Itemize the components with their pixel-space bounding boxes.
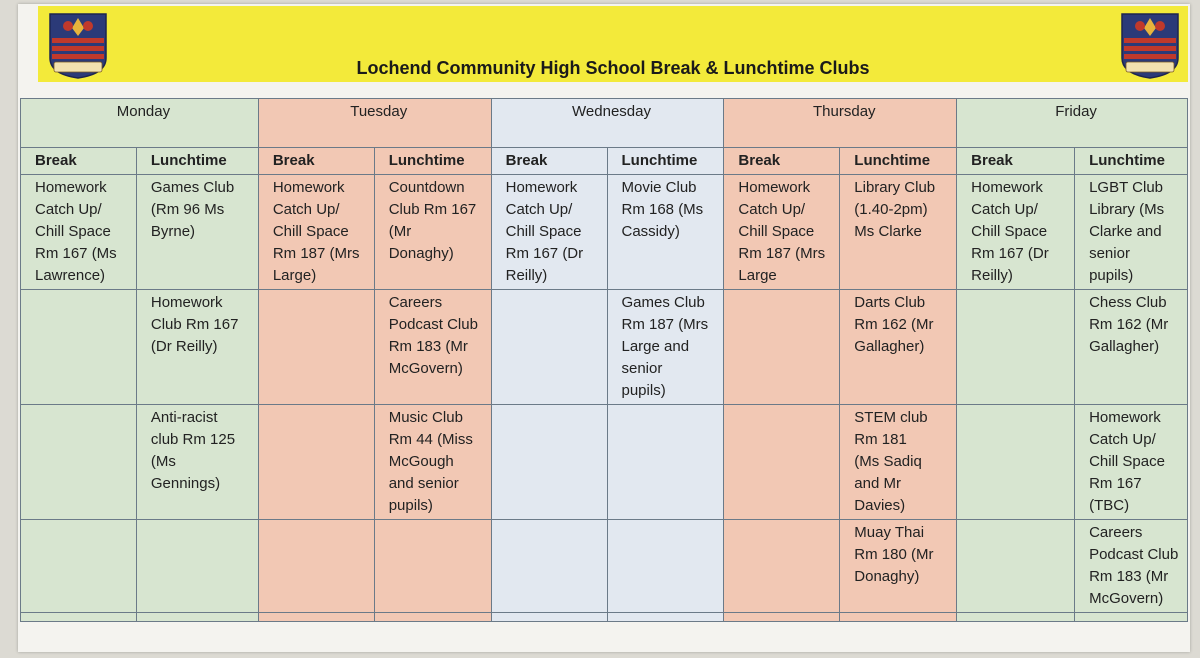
club-entry: Careers Podcast Club Rm 183 (Mr McGovern) [1089,524,1179,607]
club-entry: Homework Catch Up/ Chill Space Rm 187 (Mrs Large [738,179,826,284]
club-entry: Homework Catch Up/ Chill Space Rm 167 (TBC) [1089,409,1165,514]
empty-cell [258,613,374,622]
thursday-break-cell [724,520,840,613]
timetable-sheet [18,4,1190,652]
club-entry: Homework Catch Up/ Chill Space Rm 167 (Ms Lawrence) [35,179,117,284]
club-entry: Careers Podcast Club Rm 183 (Mr McGovern) [388,294,478,377]
tuesday-break-cell [258,175,374,290]
empty-cell [491,613,607,622]
day-header-wednesday: Wednesday [491,99,724,148]
break-header: Break [491,148,607,175]
table-row [21,405,1188,520]
lunchtime-header: Lunchtime [374,148,491,175]
tuesday-break-cell [258,405,374,520]
tuesday-break-cell [258,290,374,405]
table-row [21,613,1188,622]
thursday-lunch-cell [840,175,957,290]
club-entry: Muay Thai Rm 180 (Mr Donaghy) [854,524,934,585]
clubs-timetable [20,98,1188,622]
monday-lunch-cell [136,290,258,405]
school-crest-left [48,12,108,80]
club-entry: Library Club (1.40-2pm) Ms Clarke [854,179,936,240]
empty-cell [607,613,724,622]
lunchtime-header: Lunchtime [607,148,724,175]
tuesday-lunch-cell [374,175,491,290]
day-header-monday: Monday [21,99,259,148]
thursday-lunch-cell [840,290,957,405]
thursday-break-cell [724,405,840,520]
club-entry: Homework Catch Up/ Chill Space Rm 167 (Dr Reilly) [505,179,584,284]
club-entry: Movie Club Rm 168 (Ms Cassidy) [621,179,704,240]
break-header: Break [957,148,1075,175]
friday-lunch-cell [1075,290,1188,405]
day-header-row [21,99,1188,148]
club-entry: Music Club Rm 44 (Miss McGough and senior pupils) [388,409,473,514]
wednesday-break-cell [491,405,607,520]
school-crest-right [1120,12,1180,80]
sub-header-row [21,148,1188,175]
lunchtime-header: Lunchtime [840,148,957,175]
empty-cell [840,613,957,622]
break-header: Break [724,148,840,175]
club-entry: Homework Club Rm 167 (Dr Reilly) [150,294,239,355]
wednesday-break-cell [491,290,607,405]
wednesday-lunch-cell [607,520,724,613]
club-entry: Anti-racist club Rm 125 (Ms Gennings) [150,409,236,492]
tuesday-lunch-cell [374,405,491,520]
header-banner [38,6,1188,82]
wednesday-lunch-cell [607,175,724,290]
monday-break-cell [21,290,137,405]
tuesday-break-cell [258,520,374,613]
day-header-thursday: Thursday [724,99,957,148]
empty-cell [21,613,137,622]
club-entry: Homework Catch Up/ Chill Space Rm 167 (Dr Reilly) [971,179,1049,284]
wednesday-break-cell [491,520,607,613]
empty-cell [1075,613,1188,622]
break-header: Break [21,148,137,175]
empty-cell [136,613,258,622]
break-header: Break [258,148,374,175]
club-entry: Countdown Club Rm 167 (Mr Donaghy) [388,179,477,262]
club-entry: Homework Catch Up/ Chill Space Rm 187 (Mrs Large) [272,179,360,284]
tuesday-lunch-cell [374,520,491,613]
club-entry: Games Club Rm 187 (Mrs Large and senior pupils) [621,294,709,399]
wednesday-lunch-cell [607,405,724,520]
monday-break-cell [21,520,137,613]
friday-lunch-cell [1075,405,1188,520]
tuesday-lunch-cell [374,290,491,405]
crest-shield-icon [48,12,108,80]
wednesday-break-cell [491,175,607,290]
day-header-tuesday: Tuesday [258,99,491,148]
table-row [21,175,1188,290]
empty-cell [724,613,840,622]
wednesday-lunch-cell [607,290,724,405]
friday-lunch-cell [1075,175,1188,290]
empty-cell [957,613,1075,622]
club-entry: STEM club Rm 181 (Ms Sadiq and Mr Davies) [854,409,928,514]
lunchtime-header: Lunchtime [136,148,258,175]
monday-lunch-cell [136,520,258,613]
monday-break-cell [21,175,137,290]
monday-lunch-cell [136,405,258,520]
day-header-friday: Friday [957,99,1188,148]
club-entry: Games Club (Rm 96 Ms Byrne) [150,179,235,240]
table-row [21,290,1188,405]
thursday-lunch-cell [840,520,957,613]
monday-break-cell [21,405,137,520]
thursday-lunch-cell [840,405,957,520]
page-title: Lochend Community High School Break & Lunchtime Clubs [356,58,870,78]
friday-lunch-cell [1075,520,1188,613]
club-entry: Darts Club Rm 162 (Mr Gallagher) [854,294,934,355]
friday-break-cell [957,405,1075,520]
crest-shield-icon [1120,12,1180,80]
friday-break-cell [957,175,1075,290]
monday-lunch-cell [136,175,258,290]
lunchtime-header: Lunchtime [1075,148,1188,175]
friday-break-cell [957,290,1075,405]
club-entry: Chess Club Rm 162 (Mr Gallagher) [1089,294,1169,355]
thursday-break-cell [724,290,840,405]
table-row [21,520,1188,613]
friday-break-cell [957,520,1075,613]
club-entry: LGBT Club Library (Ms Clarke and senior pupils) [1089,179,1165,284]
empty-cell [374,613,491,622]
thursday-break-cell [724,175,840,290]
